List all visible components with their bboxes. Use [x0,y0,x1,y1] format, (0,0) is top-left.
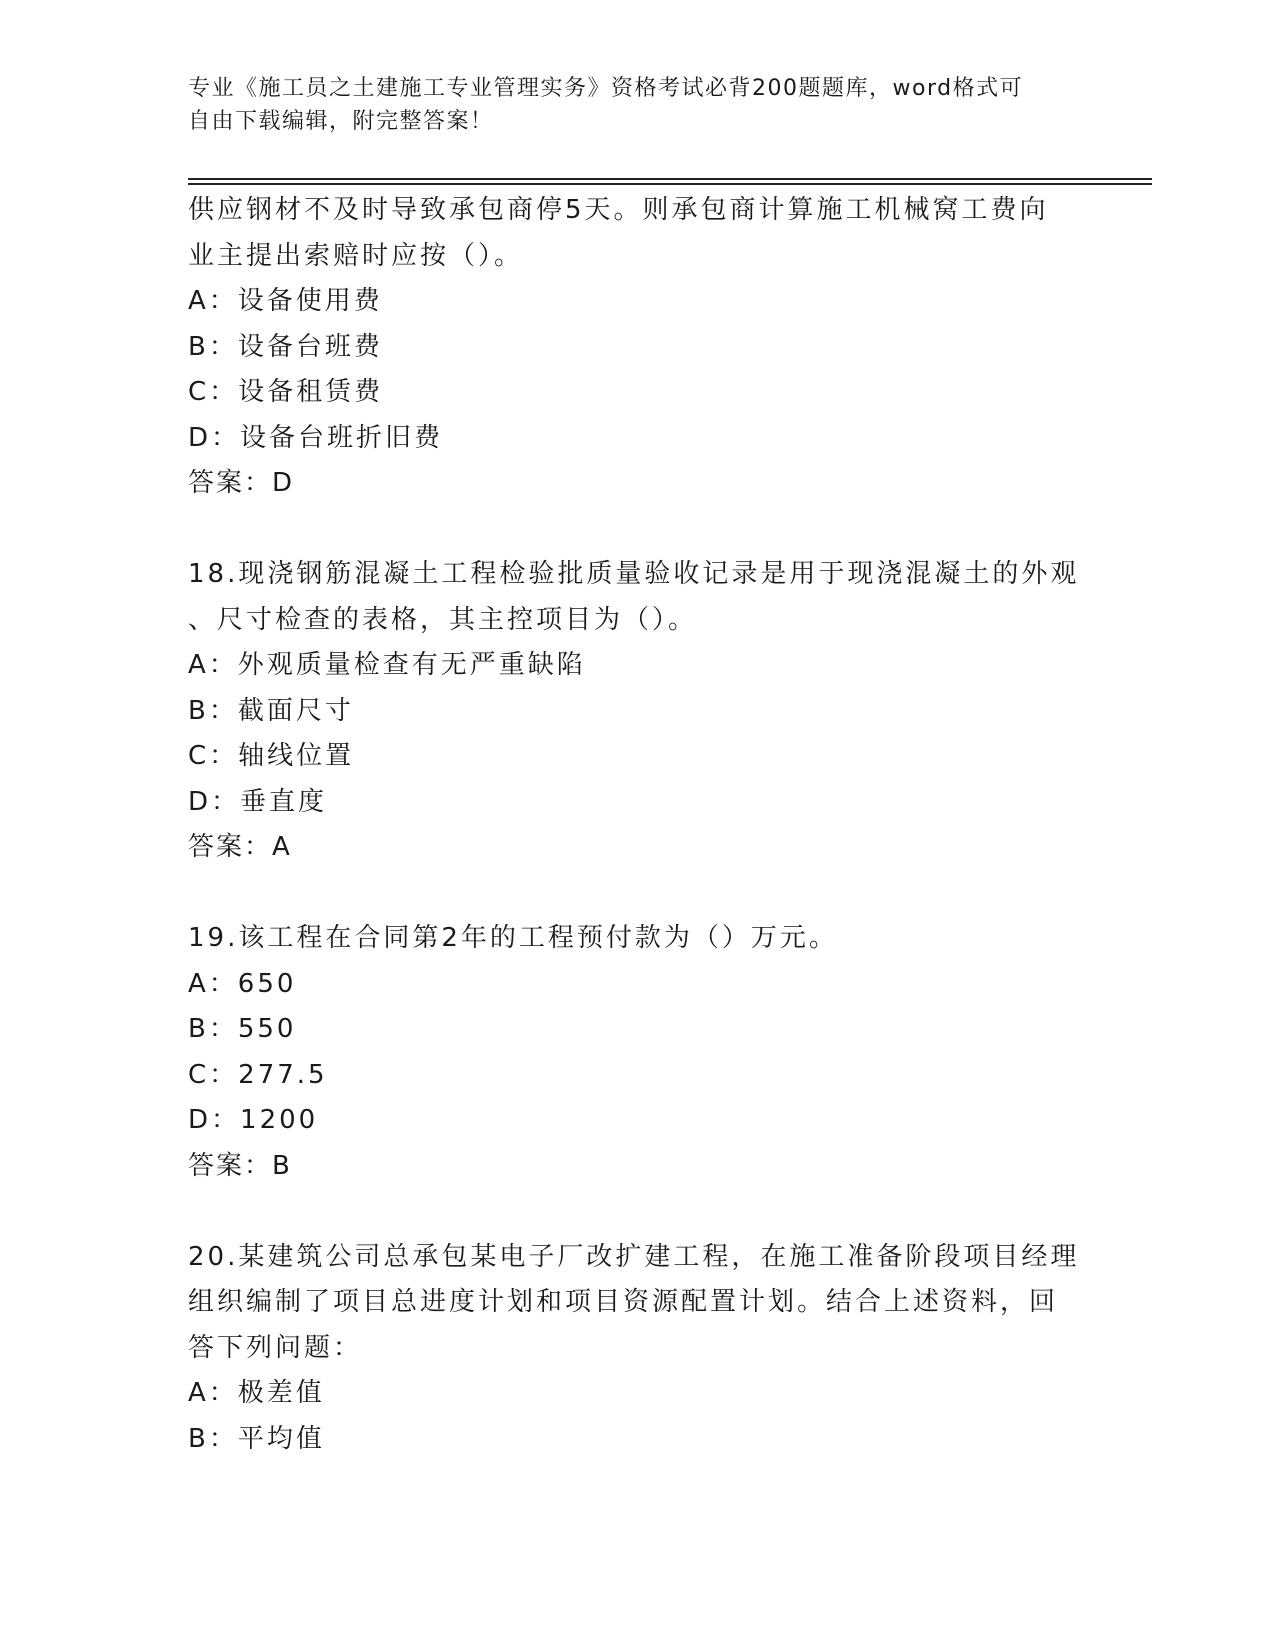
spacer [188,1189,1088,1235]
option-c: C：设备租赁费 [188,377,384,407]
option-a: A：650 [188,968,297,999]
option-c: C：轴线位置 [188,741,355,771]
answer-label: 答案： [188,468,273,498]
question-stem-line: 18.现浇钢筋混凝土工程检验批质量验收记录是用于现浇混凝土的外观 [188,559,1080,589]
answer-value: A [272,832,292,862]
answer-label: 答案： [188,1150,273,1181]
spacer [188,507,1088,553]
answer-value: D [272,468,295,498]
question-18 [188,552,1088,871]
question-stem-line: 19.该工程在合同第2年的工程预付款为（）万元。 [188,923,838,953]
option-d: D：设备台班折旧费 [188,422,444,453]
question-17 [188,188,1088,507]
question-stem-line: 、尺寸检查的表格，其主控项目为（）。 [188,604,698,635]
option-b: B：设备台班费 [188,331,383,362]
question-stem-line: 供应钢材不及时导致承包商停5天。则承包商计算施工机械窝工费向 [188,195,1049,225]
answer-line [188,825,1088,871]
option-a: A：设备使用费 [188,286,383,316]
option-c: C：277.5 [188,1059,328,1090]
header-divider-bottom [188,183,1152,185]
header-title-line-1: 专业《施工员之土建施工专业管理实务》资格考试必背200题题库，word格式可 [188,76,1024,101]
header-divider-top [188,178,1152,180]
answer-line [188,1144,1088,1190]
spacer [188,871,1088,917]
option-b: B：截面尺寸 [188,695,354,726]
option-a: A：外观质量检查有无严重缺陷 [188,650,586,680]
document-header [188,72,1088,138]
question-20 [188,1235,1088,1463]
option-b: B：550 [188,1014,297,1044]
question-19 [188,916,1088,1189]
answer-value: B [272,1150,292,1181]
header-title-line-2: 自由下载编辑，附完整答案！ [188,109,494,134]
question-stem-line: 业主提出索赔时应按（）。 [188,240,524,271]
option-b: B：平均值 [188,1423,325,1454]
question-stem-line: 答下列问题： [188,1332,363,1363]
option-d: D：垂直度 [188,786,328,817]
question-stem-line: 20.某建筑公司总承包某电子厂改扩建工程，在施工准备阶段项目经理 [188,1241,1080,1272]
option-d: D：1200 [188,1105,319,1135]
answer-label: 答案： [188,832,273,862]
question-list [188,188,1088,1462]
question-stem-line: 组织编制了项目总进度计划和项目资源配置计划。结合上述资料，回 [188,1287,1059,1317]
option-a: A：极差值 [188,1378,325,1408]
answer-line [188,461,1088,507]
